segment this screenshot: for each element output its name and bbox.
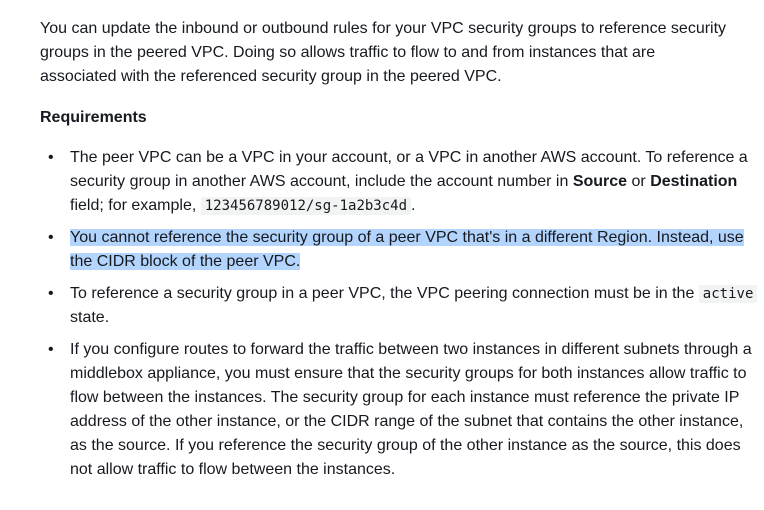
list-item (40, 146, 760, 218)
highlighted-selection-text[interactable]: You cannot reference the security group of a peer VPC that's in a different Region. Instead, use the CIDR block of the peer VPC. (70, 229, 744, 270)
intro-paragraph: You can update the inbound or outbound rules for your VPC security groups to reference security groups in the peered VPC. Doing so allows traffic to flow to and from instances that are associated with the referenced security group in the peered VPC. (40, 20, 727, 85)
example-code: 123456789012/sg-1a2b3c4d (201, 197, 411, 215)
requirements-heading: Requirements (40, 109, 147, 126)
requirements-list (40, 146, 754, 482)
destination-field-term: Destination (650, 173, 738, 190)
list-item (40, 282, 760, 330)
list-item (40, 226, 760, 274)
list-item (40, 338, 760, 482)
item-text: To reference a security group in a peer VPC, the VPC peering connection must be in the active state. (70, 285, 757, 326)
item-text: The peer VPC can be a VPC in your account, or a VPC in another AWS account. To reference a security group in another AWS account, include the account number in Source or Destination field; for example, 123456789012/sg-1a2b3c4d . (70, 149, 748, 214)
bullet-icon: • (48, 229, 54, 246)
bullet-icon: • (48, 285, 54, 302)
source-field-term: Source (572, 173, 628, 190)
bullet-icon: • (48, 149, 54, 166)
bullet-icon: • (48, 341, 54, 358)
active-state-code: active (699, 285, 758, 303)
item-text: If you configure routes to forward the traffic between two instances in different subnets through a middlebox appliance, you must ensure that the security groups for both instances allow traffic to flow between the instances. The security group for each instance must reference the private IP address of the other instance, or the CIDR range of the subnet that contains the other instance, as the source. If you reference the security group of the other instance as the source, this does not allow traffic to flow between the instances. (70, 341, 752, 478)
